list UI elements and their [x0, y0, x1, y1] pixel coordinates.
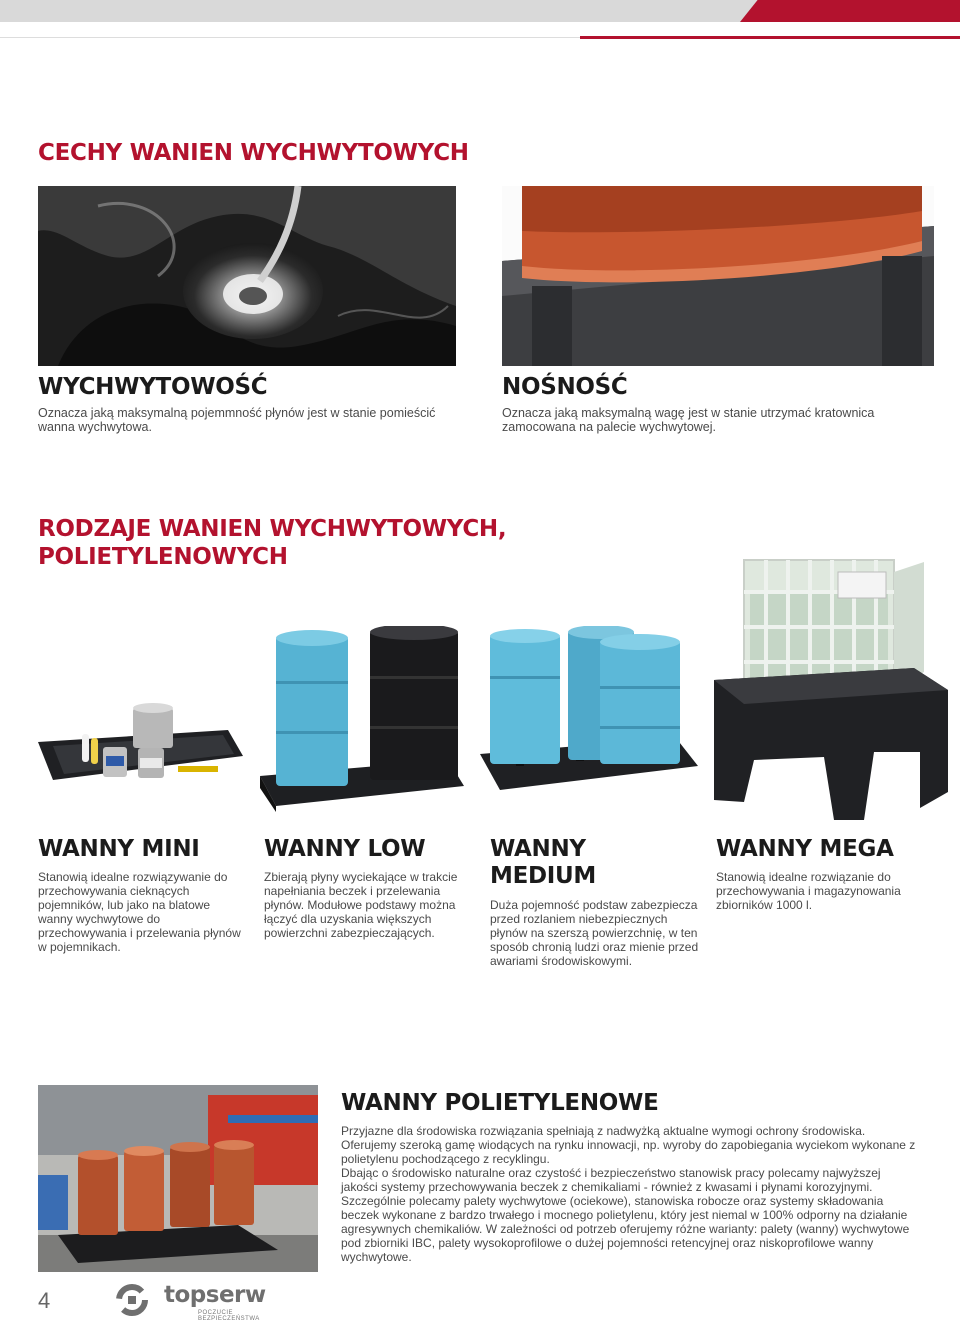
feature-heading-load: NOŚNOŚĆ: [502, 374, 628, 400]
type-heading-medium-line1: WANNY: [490, 836, 586, 862]
medium-tray-photo: [476, 626, 702, 794]
header-bar-grey: [0, 0, 780, 22]
mini-tray-photo: [38, 690, 243, 790]
feature-heading-capacity: WYCHWYTOWOŚĆ: [38, 374, 268, 400]
header-rule-grey: [0, 37, 580, 38]
type-text-mega: Stanowią idealne rozwiązanie do przechowywania i magazynowania zbiorników 1000 l.: [716, 870, 901, 912]
type-text-mini: Stanowią idealne rozwiązywanie do przechowywania cieknących pojemników, lub jako na blatowe wanny wychwytowe do przechowywania i przelewania płynów w pojemnikach.: [38, 870, 241, 954]
type-heading-mega: WANNY MEGA: [716, 836, 894, 862]
page-number: 4: [38, 1288, 51, 1313]
ibc-on-pallet-photo: [502, 186, 934, 366]
feature-text-load: Oznacza jaką maksymalną wagę jest w stanie utrzymać kratownica zamocowana na palecie wychwytowej.: [502, 406, 875, 434]
type-heading-low: WANNY LOW: [264, 836, 426, 862]
section-title-types-line2: POLIETYLENOWYCH: [38, 544, 288, 570]
header-rule-red: [580, 36, 960, 39]
polyethylene-trays-heading: WANNY POLIETYLENOWE: [341, 1090, 659, 1116]
type-heading-mini: WANNY MINI: [38, 836, 200, 862]
type-text-medium: Duża pojemność podstaw zabezpiecza przed rozlaniem niebezpiecznych płynów na szerszą powierzchnię, w ten sposób chronią ludzi oraz mienie przed awariami środowiskowymi.: [490, 898, 699, 968]
type-text-low: Zbierają płyny wyciekające w trakcie napełniania beczek i przelewania płynów. Modułowe podstawy można łączyć dla uzyskania większych powierzchni zabezpieczających.: [264, 870, 458, 940]
polyethylene-trays-paragraph1: Przyjazne dla środowiska rozwiązania spełniają z nadwyżką aktualne wymogi ochrony środowiska. Oferujemy szeroką gamę wiodących na rynku innowacji, np. wyroby do zapobiegania wyciekom wykonane z polietylenu pochodzącego z recyklingu.: [341, 1124, 916, 1166]
topserw-logo-icon: [112, 1280, 154, 1320]
warehouse-trays-photo: [38, 1085, 318, 1272]
logo-wordmark: topserw: [164, 1282, 266, 1308]
type-heading-medium-line2: MEDIUM: [490, 863, 597, 889]
mega-tray-ibc-photo: [714, 552, 950, 820]
oil-splash-photo: [38, 186, 456, 366]
header-bar-red: [740, 0, 960, 22]
topserw-logo: [112, 1280, 292, 1320]
polyethylene-trays-paragraph2: Dbając o środowisko naturalne oraz czystość i bezpieczeństwo stanowisk pracy polecamy najwyższej jakości systemy przechowywania beczek z chemikaliami - również z kwasami i płynami korozyjnymi. Szczególnie polecamy palety wychwytowe (ociekowe), stanowiska robocze oraz systemy składowania beczek wykonane z bardzo trwałego i mocnego polietylenu, który jest niemal w 100% odporny na działanie agresywnych chemikaliów. W zależności od potrzeb oferujemy różne warianty: palety (wanny) wychwytowe pod zbiorniki IBC, palety wysokoprofilowe o dużej pojemności retencyjnej oraz niskoprofilowe wanny wychwytowe.: [341, 1166, 910, 1264]
low-tray-photo: [258, 626, 466, 812]
section-title-types-line1: RODZAJE WANIEN WYCHWYTOWYCH,: [38, 516, 507, 542]
section-title-features: CECHY WANIEN WYCHWYTOWYCH: [38, 140, 469, 166]
logo-tagline: POCZUCIE BEZPIECZEŃSTWA: [198, 1310, 260, 1320]
feature-text-capacity: Oznacza jaką maksymalną pojemmność płynów jest w stanie pomieścić wanna wychwytowa.: [38, 406, 436, 434]
